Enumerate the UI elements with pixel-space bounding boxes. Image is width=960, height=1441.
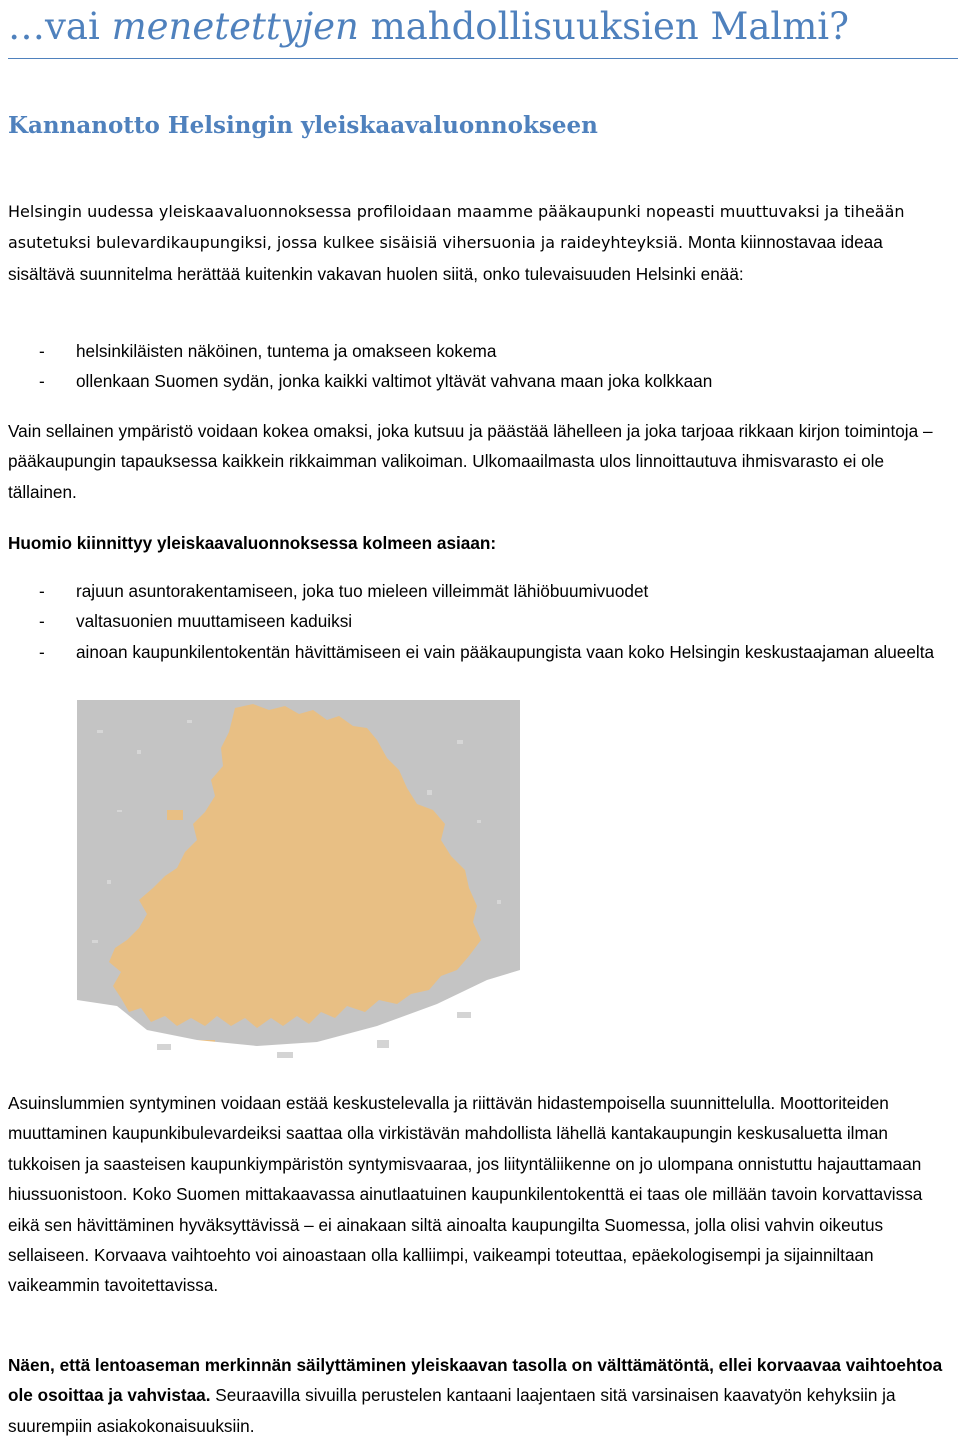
- title-prefix: …vai: [8, 5, 112, 48]
- paragraph-vain: Vain sellainen ympäristö voidaan kokea omaksi, joka kutsuu ja päästää lähelleen ja joka tarjoaa rikkaan kirjon toimintoja – pääkaupungin tapauksessa kaikkein rikkaimman valikoiman. Ulkomaailmasta ulos linnoittautuva ihmisvarasto ei ole tällainen.: [8, 421, 933, 502]
- list-item: [8, 366, 953, 396]
- urban-area-map: [77, 700, 520, 1064]
- list-item-text: helsinkiläisten näköinen, tuntema ja omakseen kokema: [76, 341, 497, 361]
- intro-text-b: Monta kiinnostavaa ideaa sisältävä suunnitelma herättää kuitenkin vakavan huolen siitä, onko tulevaisuuden Helsinki enää:: [8, 232, 883, 284]
- list-item-text: ollenkaan Suomen sydän, jonka kaikki valtimot yltävät vahvana maan joka kolkkaan: [76, 371, 713, 392]
- title-emphasis: menetettyjen: [111, 5, 359, 48]
- list-item-text: rajuun asuntorakentamiseen, joka tuo mieleen villeimmät lähiöbuumivuodet: [76, 581, 649, 601]
- list-dash: -: [39, 371, 45, 392]
- title-suffix: mahdollisuuksien Malmi?: [358, 5, 849, 48]
- intro-paragraph: [8, 196, 953, 289]
- focus-list: [8, 576, 953, 667]
- paragraph-naen: [8, 1350, 953, 1441]
- list-item-text: ainoan kaupunkilentokentän hävittämiseen ei vain pääkaupungista vaan koko Helsingin keskustaajaman alueelta: [76, 641, 935, 662]
- intro-text-a: Helsingin uudessa yleiskaavaluonnoksessa profiloidaan maamme pääkaupunki nopeasti muuttuvaksi ja tiheään asutetuksi bulevardikaupungiksi, jossa kulkee sisäisiä vihersuonia ja raideyhteyksiä.: [8, 202, 905, 253]
- concern-list: [8, 336, 953, 397]
- subtitle: Kannanotto Helsingin yleiskaavaluonnokseen: [8, 112, 598, 139]
- list-item: [8, 637, 953, 667]
- list-item: [8, 576, 953, 606]
- list-dash: -: [39, 581, 45, 601]
- paragraph-asuin: Asuinslummien syntyminen voidaan estää keskustelevalla ja riittävän hidastempoisella suunnittelulla. Moottoriteiden muuttaminen kaupunkibulevardeiksi saattaa olla virkistävän mahdollista lähellä kantakaupungin keskusaluetta ilman tukkoisen ja saasteisen kaupunkiympäristön syntymisvaaraa, jos liityntäliikenne on jo ulompana onnistuttu hajauttamaan hiussuonistoon. Koko Suomen mittakaavassa ainutlaatuinen kaupunkilentokenttä ei taas ole millään tavoin korvattavissa eikä sen hävittäminen hyväksyttävissä – ei ainakaan siltä ainoalta kaupungilta Suomessa, jolla olisi vahvin oikeutus sellaiseen. Korvaava vaihtoehto voi ainoastaan olla kalliimpi, vaikeampi toteuttaa, epäekologisempi ja sijainniltaan vaikeammin tavoitettavissa.: [8, 1093, 923, 1296]
- list-dash: -: [39, 341, 45, 361]
- title-underline: [8, 58, 958, 59]
- page-title: [8, 0, 958, 54]
- list-item: [8, 606, 953, 636]
- list-item-text: valtasuonien muuttamiseen kaduiksi: [76, 611, 353, 632]
- list-item: [8, 336, 953, 366]
- conclusion-bold: Näen, että lentoaseman merkinnän säilyttäminen yleiskaavan tasolla on välttämätöntä, ellei korvaavaa vaihtoehtoa ole osoittaa ja vahvistaa.: [8, 1355, 943, 1406]
- list-dash: -: [39, 641, 45, 662]
- map-image: [77, 700, 520, 1064]
- list-dash: -: [39, 611, 45, 632]
- conclusion-normal: Seuraavilla sivuilla perustelen kantaani laajentaen sitä varsinaisen kaavatyön kehyksiin ja suurempiin asiakokonaisuuksiin.: [8, 1385, 896, 1436]
- section-heading: Huomio kiinnittyy yleiskaavaluonnoksessa kolmeen asiaan:: [8, 533, 497, 553]
